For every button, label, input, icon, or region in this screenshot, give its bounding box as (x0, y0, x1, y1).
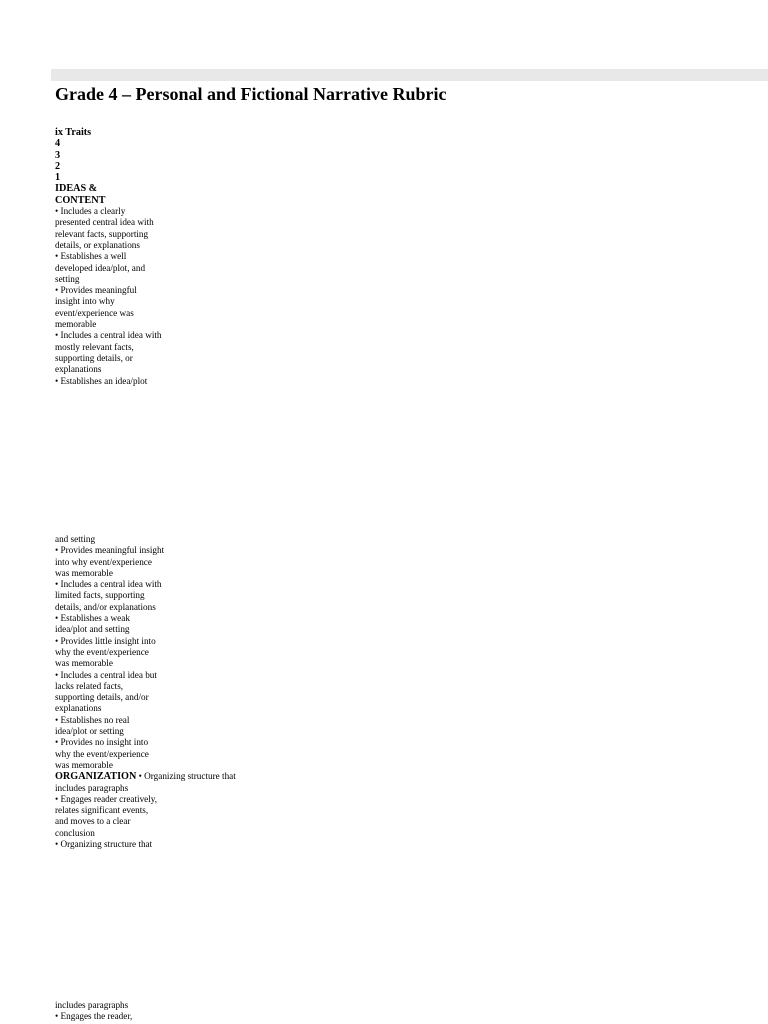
rubric-block-2 (55, 534, 236, 850)
text-line: supporting details, and/or (55, 692, 149, 703)
text-line: insight into why (55, 296, 115, 307)
text-line: and moves to a clear (55, 816, 131, 827)
text-line: was memorable (55, 658, 113, 669)
text-line: memorable (55, 319, 97, 330)
text-line: explanations (55, 364, 102, 375)
ideas-content-lines-continued (55, 534, 236, 771)
text-line: idea/plot or setting (55, 726, 124, 737)
text-line: • Engages reader creatively, (55, 793, 158, 804)
text-line: • Includes a clearly (55, 206, 126, 217)
text-line: details, or explanations (55, 239, 140, 250)
organization-row (55, 771, 236, 782)
text-line: into why event/experience (55, 556, 152, 567)
text-line: presented central idea with (55, 217, 154, 228)
text-line: setting (55, 273, 80, 284)
text-line: details, and/or explanations (55, 601, 156, 612)
text-line: why the event/experience (55, 748, 149, 759)
header-traits: ix Traits (55, 127, 92, 138)
rubric-block-1 (55, 127, 162, 387)
ideas-content-lines (55, 206, 162, 387)
header-score-3: 3 (55, 149, 61, 161)
ideas-heading-line-2: CONTENT (55, 194, 106, 206)
organization-heading: ORGANIZATION (55, 771, 137, 783)
text-line: • Includes a central idea but (55, 669, 157, 680)
text-line: was memorable (55, 567, 113, 578)
text-line: mostly relevant facts, (55, 341, 134, 352)
text-line: • Provides no insight into (55, 737, 149, 748)
organization-first-line: • Organizing structure that (138, 771, 236, 782)
ideas-heading-line-1: IDEAS & (55, 183, 98, 195)
text-line: explanations (55, 703, 102, 714)
header-score-2: 2 (55, 160, 61, 172)
text-line: relates significant events, (55, 805, 149, 816)
text-line: • Establishes a well (55, 251, 127, 262)
text-line: relevant facts, supporting (55, 228, 149, 239)
text-line: supporting details, or (55, 352, 133, 363)
text-line: • Provides meaningful (55, 285, 137, 296)
text-line: • Includes a central idea with (55, 330, 162, 341)
text-line: • Engages the reader, (55, 1011, 133, 1022)
organization-content-lines (55, 783, 236, 851)
text-line: • Establishes an idea/plot (55, 375, 148, 386)
text-line: event/experience was (55, 307, 134, 318)
text-line: conclusion (55, 827, 95, 838)
rubric-block-3 (55, 1000, 132, 1023)
text-line: • Includes a central idea with (55, 579, 162, 590)
text-line: • Establishes no real (55, 714, 130, 725)
text-line: includes paragraphs (55, 782, 129, 793)
document-title: Grade 4 – Personal and Fictional Narrative Rubric (55, 84, 447, 104)
text-line: idea/plot and setting (55, 624, 130, 635)
text-line: lacks related facts, (55, 680, 124, 691)
text-line: • Establishes a weak (55, 613, 130, 624)
text-line: • Provides meaningful insight (55, 545, 165, 556)
top-bar (51, 69, 768, 81)
text-line: was memorable (55, 759, 113, 770)
text-line: includes paragraphs (55, 1000, 129, 1010)
text-line: • Provides little insight into (55, 635, 156, 646)
text-line: • Organizing structure that (55, 839, 153, 850)
header-score-1: 1 (55, 172, 61, 184)
text-line: limited facts, supporting (55, 590, 145, 601)
text-line: and setting (55, 534, 96, 544)
organization-content-lines-continued (55, 1000, 132, 1023)
text-line: developed idea/plot, and (55, 262, 146, 273)
header-score-4: 4 (55, 138, 61, 150)
text-line: why the event/experience (55, 646, 149, 657)
